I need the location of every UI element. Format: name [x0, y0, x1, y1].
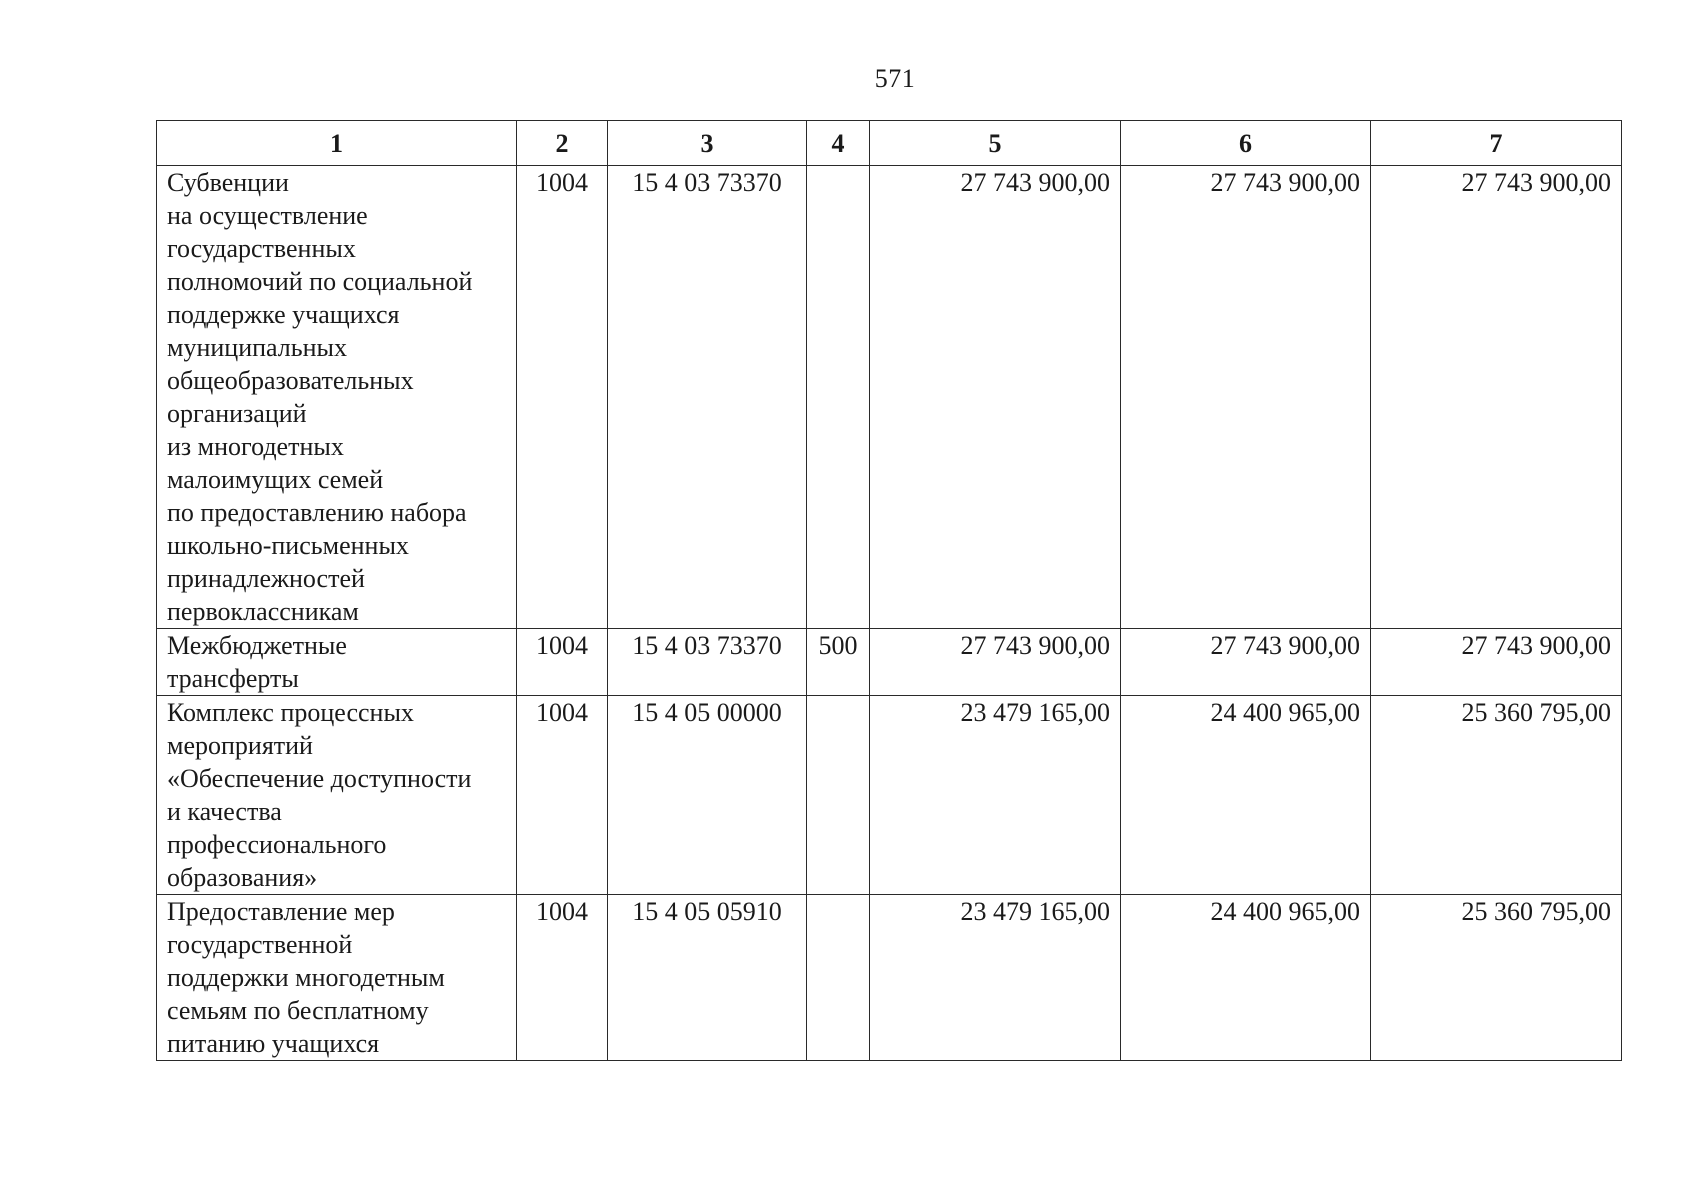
table-row	[157, 166, 1622, 629]
row-target-article: 15 4 05 05910	[608, 895, 807, 1061]
row-amount-col5: 27 743 900,00	[870, 166, 1121, 629]
row-section: 1004	[517, 895, 608, 1061]
header-col-2: 2	[517, 121, 608, 166]
row-name: Комплекс процессных мероприятий «Обеспечение доступности и качества профессионального образования»	[157, 696, 517, 895]
table-row	[157, 696, 1622, 895]
row-target-article: 15 4 03 73370	[608, 629, 807, 696]
header-col-7: 7	[1371, 121, 1622, 166]
row-amount-col5: 27 743 900,00	[870, 629, 1121, 696]
row-target-article: 15 4 03 73370	[608, 166, 807, 629]
row-target-article: 15 4 05 00000	[608, 696, 807, 895]
row-section: 1004	[517, 696, 608, 895]
row-name: Предоставление мер государственной поддержки многодетным семьям по бесплатному питанию учащихся	[157, 895, 517, 1061]
header-col-3: 3	[608, 121, 807, 166]
header-col-6: 6	[1121, 121, 1371, 166]
row-expense-type	[807, 696, 870, 895]
row-amount-col7: 27 743 900,00	[1371, 629, 1622, 696]
row-amount-col6: 27 743 900,00	[1121, 166, 1371, 629]
page-number: 571	[874, 64, 916, 93]
row-amount-col6: 24 400 965,00	[1121, 696, 1371, 895]
row-expense-type	[807, 895, 870, 1061]
row-section: 1004	[517, 166, 608, 629]
row-amount-col5: 23 479 165,00	[870, 895, 1121, 1061]
table-row	[157, 895, 1622, 1061]
row-expense-type	[807, 166, 870, 629]
budget-table	[156, 120, 1622, 1061]
row-amount-col7: 25 360 795,00	[1371, 895, 1622, 1061]
header-col-5: 5	[870, 121, 1121, 166]
row-name: Субвенции на осуществление государственных полномочий по социальной поддержке учащихся муниципальных общеобразовательных организаций из многодетных малоимущих семей по предоставлению набора школьно-письменных принадлежностей первоклассникам	[157, 166, 517, 629]
row-expense-type: 500	[807, 629, 870, 696]
table-row	[157, 629, 1622, 696]
header-col-4: 4	[807, 121, 870, 166]
row-amount-col7: 25 360 795,00	[1371, 696, 1622, 895]
row-amount-col6: 24 400 965,00	[1121, 895, 1371, 1061]
row-section: 1004	[517, 629, 608, 696]
row-amount-col6: 27 743 900,00	[1121, 629, 1371, 696]
header-col-1: 1	[157, 121, 517, 166]
row-name: Межбюджетные трансферты	[157, 629, 517, 696]
row-amount-col7: 27 743 900,00	[1371, 166, 1622, 629]
header-row	[157, 121, 1622, 166]
row-amount-col5: 23 479 165,00	[870, 696, 1121, 895]
